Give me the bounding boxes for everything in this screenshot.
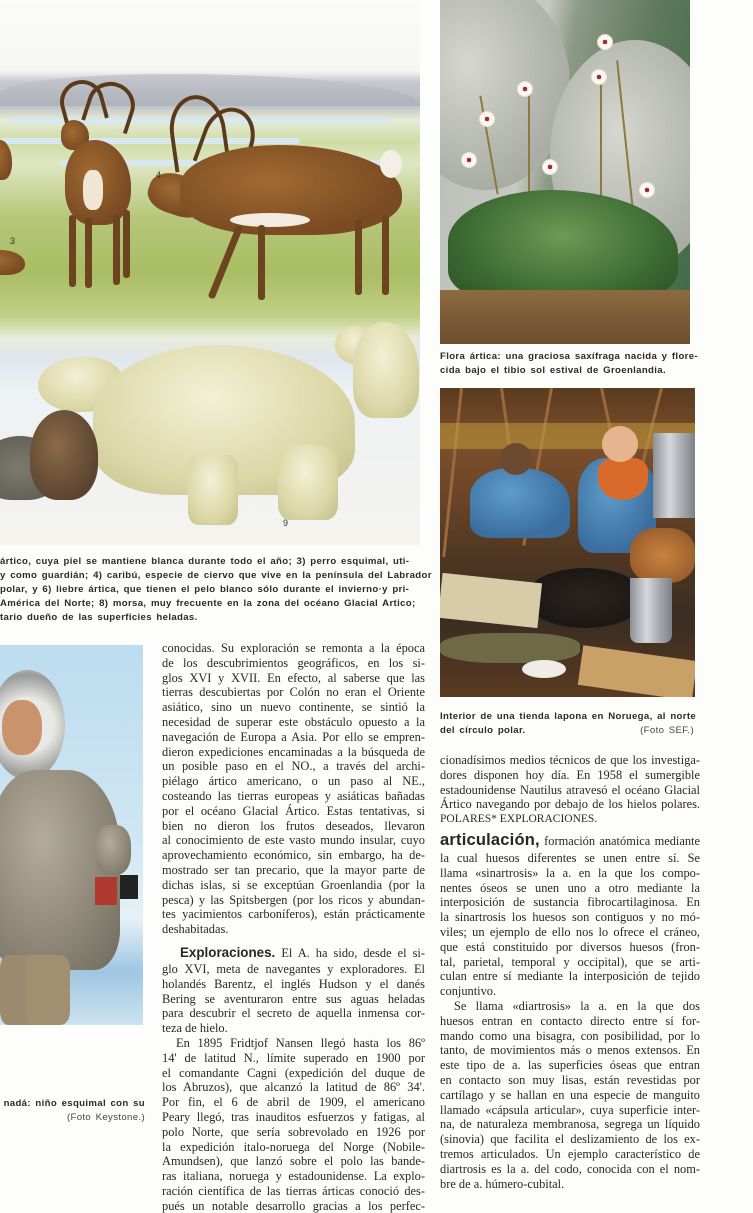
flora-caption: [440, 350, 698, 378]
cup-saucer: [522, 660, 566, 678]
section-heading: Exploraciones.: [180, 944, 276, 960]
paragraph: En 1895 Fridtjof Nansen llegó hasta los 86º 14' de latitud N., límite superado en 1900 por el comandante Cagni (expedición del duque de los Abruzos), que alcanzó la latitud de 86º 34'. Por fin, el 6 de abril de 1909, el americano Peary llegó, tras inauditos esfuerzos y fatigas, al polo Norte, que sería sobrevolado en 1926 por la expedición italo-noruega del Norge (Nobile- Amundsen), que lanzó sobre el polo las bande- ras italiana, noruega y estadounidense. La explo- ración científica de las tierras árticas conoció des- pués un notable desarrollo gracias a los perfec-: [162, 1035, 425, 1213]
arctic-fauna-illustration: [0, 0, 420, 545]
reindeer-edge: [0, 140, 12, 180]
dictionary-entry-articulacion: articulación, formación anatómica mediante la cual huesos diferentes se unen entre sí. Se llama «sinartrosis» la a. en la que los compo- nentes óseos se unen uno a otro mediante la interposición de sustancia fibrocartilaginosa. En la sinartrosis los huesos son contiguos y no mó- viles; un ejemplo de ello nos lo ofrece el cráneo, que está constituido por diversos huesos (fron- tal, parietal, temporal y occipital), que se arti- culan entre sí mediante la interposición de tejido conjuntivo.: [440, 830, 700, 999]
moss-rock: [440, 633, 580, 663]
boot: [25, 955, 70, 1025]
fur-pelt: [630, 528, 695, 583]
cross-reference-link[interactable]: POLARES* EXPLORACIONES.: [440, 813, 598, 826]
person-woman: [470, 468, 570, 538]
caption-line: y como guardián; 4) caribú, especie de ciervo que vive en la península del Labrador: [0, 570, 432, 581]
walrus: [0, 410, 100, 502]
red-object: [95, 877, 117, 905]
child-face: [2, 700, 42, 755]
caption-line: América del Norte; 8) morsa, muy frecuente en la zona del océano Glacial Artico;: [0, 598, 416, 609]
tent-caption: [440, 710, 697, 738]
boy-head: [602, 426, 638, 462]
lapp-tent-photo: [440, 388, 695, 697]
saxifrage-photo: [440, 0, 690, 344]
mitten: [95, 825, 131, 875]
paragraph: conocidas. Su exploración se remonta a la época de los descubrimientos geográficos, en los si- glos XVI y XVII. En efecto, al saberse que las tierras descubiertas por Colón no eran el Oriente asiático, sino un nuevo continente, se sintió la necesidad de superar este obstáculo opuesto a la navegación de Europa a Asia. Por ello se empren- dieron expediciones encaminadas a la búsqueda de un posible paso en el NO., a través del archi- piélago ártico americano, o un paso al NE., costeando las tierras europeas y asiáticas bañadas por el océano Glacial Ártico. Estas tentativas, si bien no dieron los frutos deseados, llevaron al conocimiento de este vasto mundo insular, cuyo aprovechamiento económico, sin embargo, ha de- mostrado ser tan precario, que la mayor parte de dichas islas, si se exceptúan Groenlandia (por la pesca) y las Spitsbergen (por los ricos y abundan- tes yacimientos carboníferos), están prácticamente deshabitadas.: [162, 641, 425, 937]
entry-headword: articulación,: [440, 830, 540, 849]
label-number: 3: [10, 236, 16, 246]
paragraph-exploraciones: Exploraciones. El A. ha sido, desde el si- glo XVI, meta de navegantes y exploradores. El holandés Barentz, el inglés Hudson y el danés Bering se aventuraron entre sus aguas heladas para descubrir el secreto de aquella inmensa cor- teza de hielo.: [162, 944, 425, 1036]
dog-edge: [0, 250, 25, 275]
polar-bear-cub: [335, 322, 420, 422]
eskimo-child-photo: [0, 645, 143, 1025]
caption-line: cida bajo el tibio sol estival de Groenlandia.: [440, 365, 666, 376]
caption-line: tario dueño de las superficies heladas.: [0, 612, 198, 623]
caption-line: nadá: niño esquimal con su: [3, 1098, 145, 1109]
article-column-right: [440, 753, 700, 1191]
caption-line: polar, y 6) liebre ártica, que tienen el pelo blanco sólo durante el invierno·y pri-: [0, 584, 410, 595]
caption-line: del círculo polar.: [440, 725, 526, 736]
caption-line: ártico, cuya piel se mantiene blanca durante todo el año; 3) perro esquimal, uti-: [0, 556, 410, 567]
label-number: 4: [156, 170, 162, 180]
wooden-board: [578, 645, 695, 697]
caption-line: Interior de una tienda lapona en Noruega, al norte: [440, 711, 697, 722]
woman-head: [500, 443, 532, 475]
label-number: 9: [283, 518, 289, 528]
photo-credit: (Foto SEF.): [640, 725, 694, 736]
cauldron: [525, 568, 645, 628]
article-column-center: [162, 641, 425, 1213]
paragraph: Se llama «diartrosis» la a. en la que dos huesos entran en contacto directo entre sí for- mando como una bisagra, con posibilidad, por lo tanto, de movimientos más o menos extensos. En este tipo de a. las superficies óseas que entran en contacto son muy lisas, están revestidas por cartílago y se hallan en una especie de manguito llamado «cápsula articular», cuya superficie inter- na, de naturaleza membranosa, segrega un líquido (sinovia) que facilita el deslizamiento de los ex- tremos articulados. Un ejemplo característico de diartrosis es la a. del codo, conocida con el nom- bre de a. húmero-cubital.: [440, 998, 700, 1191]
caption-line: Flora ártica: una graciosa saxífraga nacida y flore-: [440, 351, 698, 362]
child-caption: [0, 1097, 145, 1125]
caribou: [140, 95, 410, 305]
illustration-caption: [0, 555, 432, 625]
milk-can: [630, 578, 672, 643]
birch-bark: [440, 573, 542, 628]
photo-credit: (Foto Keystone.): [66, 1112, 145, 1123]
bucket: [653, 433, 695, 518]
boy-collar: [598, 458, 648, 500]
distant-figure: [120, 875, 138, 899]
paragraph: cionadísimos medios técnicos de que los investiga- dores disponen hoy día. En 1958 el sumergible estadounidense Nautilus atravesó el océano Glacial Ártico navegando por debajo de los hielos polares. POLARES* EXPLORACIONES.: [440, 753, 700, 826]
